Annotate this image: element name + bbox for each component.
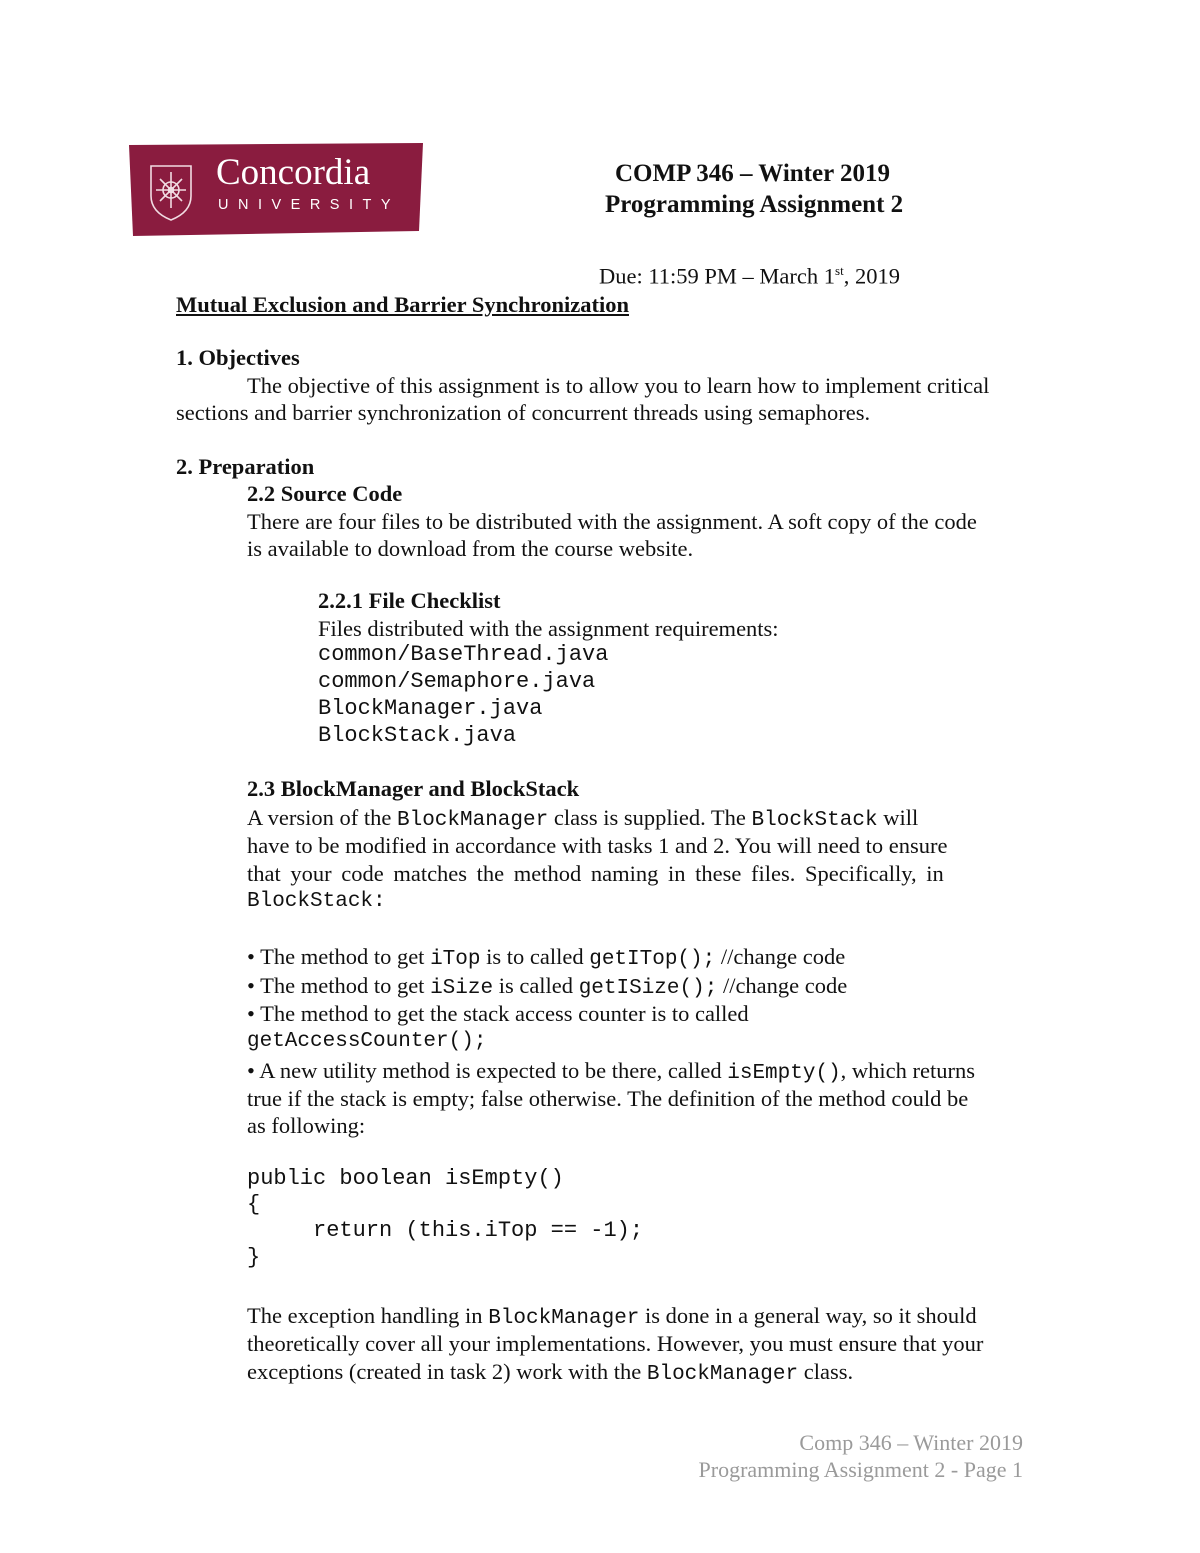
section-23-para-line-3: that your code matches the method naming in these files. Specifically, in bbox=[247, 861, 944, 886]
section-23-para-line-2: have to be modified in accordance with tasks 1 and 2. You will need to ensure bbox=[247, 833, 948, 858]
bullet-access-counter: • The method to get the stack access counter is to called bbox=[247, 1001, 749, 1026]
footer-course: Comp 346 – Winter 2019 bbox=[799, 1430, 1023, 1455]
objectives-line-1: The objective of this assignment is to allow you to learn how to implement critical bbox=[247, 373, 990, 398]
bullet-get-isize: • The method to get iSize is called getISize(); //change code bbox=[247, 973, 848, 1000]
document-subject: Mutual Exclusion and Barrier Synchronization bbox=[176, 292, 629, 317]
bullet-isempty: • A new utility method is expected to be there, called isEmpty(), which returns bbox=[247, 1058, 976, 1085]
bullet-access-counter-method: getAccessCounter(); bbox=[247, 1030, 487, 1053]
section-23-heading: 2.3 BlockManager and BlockStack bbox=[247, 776, 580, 801]
exception-line-1: The exception handling in BlockManager is done in a general way, so it should bbox=[247, 1303, 977, 1330]
file-item: BlockManager.java bbox=[318, 696, 543, 721]
section-23-para-line-1: A version of the BlockManager class is supplied. The BlockStack will bbox=[247, 805, 919, 832]
assignment-title: Programming Assignment 2 bbox=[605, 191, 904, 218]
code-line: } bbox=[247, 1245, 261, 1270]
bullet-isempty-line-2: true if the stack is empty; false otherwise. The definition of the method could be bbox=[247, 1086, 969, 1111]
objectives-line-2: sections and barrier synchronization of concurrent threads using semaphores. bbox=[176, 400, 871, 425]
code-line: public boolean isEmpty() bbox=[247, 1166, 564, 1191]
file-item: BlockStack.java bbox=[318, 723, 517, 748]
source-code-heading: 2.2 Source Code bbox=[247, 481, 403, 506]
preparation-heading: 2. Preparation bbox=[176, 454, 315, 479]
code-line: return (this.iTop == -1); bbox=[247, 1218, 644, 1243]
source-code-line-1: There are four files to be distributed with the assignment. A soft copy of the code bbox=[247, 509, 977, 534]
source-code-line-2: is available to download from the course website. bbox=[247, 536, 694, 561]
file-checklist-intro: Files distributed with the assignment requirements: bbox=[318, 616, 779, 641]
exception-line-3: exceptions (created in task 2) work with the BlockManager class. bbox=[247, 1359, 854, 1386]
file-item: common/Semaphore.java bbox=[318, 669, 596, 694]
due-date: Due: 11:59 PM – March 1st, 2019 bbox=[599, 263, 900, 289]
bullet-get-itop: • The method to get iTop is to called getITop(); //change code bbox=[247, 944, 846, 971]
code-line: { bbox=[247, 1192, 261, 1217]
bullet-isempty-line-3: as following: bbox=[247, 1113, 366, 1138]
file-checklist-heading: 2.2.1 File Checklist bbox=[318, 588, 501, 613]
course-title: COMP 346 – Winter 2019 bbox=[615, 160, 890, 187]
objectives-heading: 1. Objectives bbox=[176, 345, 300, 370]
university-logo bbox=[127, 143, 423, 236]
logo-subname: UNIVERSITY bbox=[218, 197, 401, 213]
exception-line-2: theoretically cover all your implementations. However, you must ensure that your bbox=[247, 1331, 984, 1356]
footer-page: Programming Assignment 2 - Page 1 bbox=[698, 1457, 1023, 1482]
section-23-para-line-4: BlockStack: bbox=[247, 890, 386, 913]
file-item: common/BaseThread.java bbox=[318, 642, 609, 667]
logo-name: Concordia bbox=[216, 152, 371, 193]
